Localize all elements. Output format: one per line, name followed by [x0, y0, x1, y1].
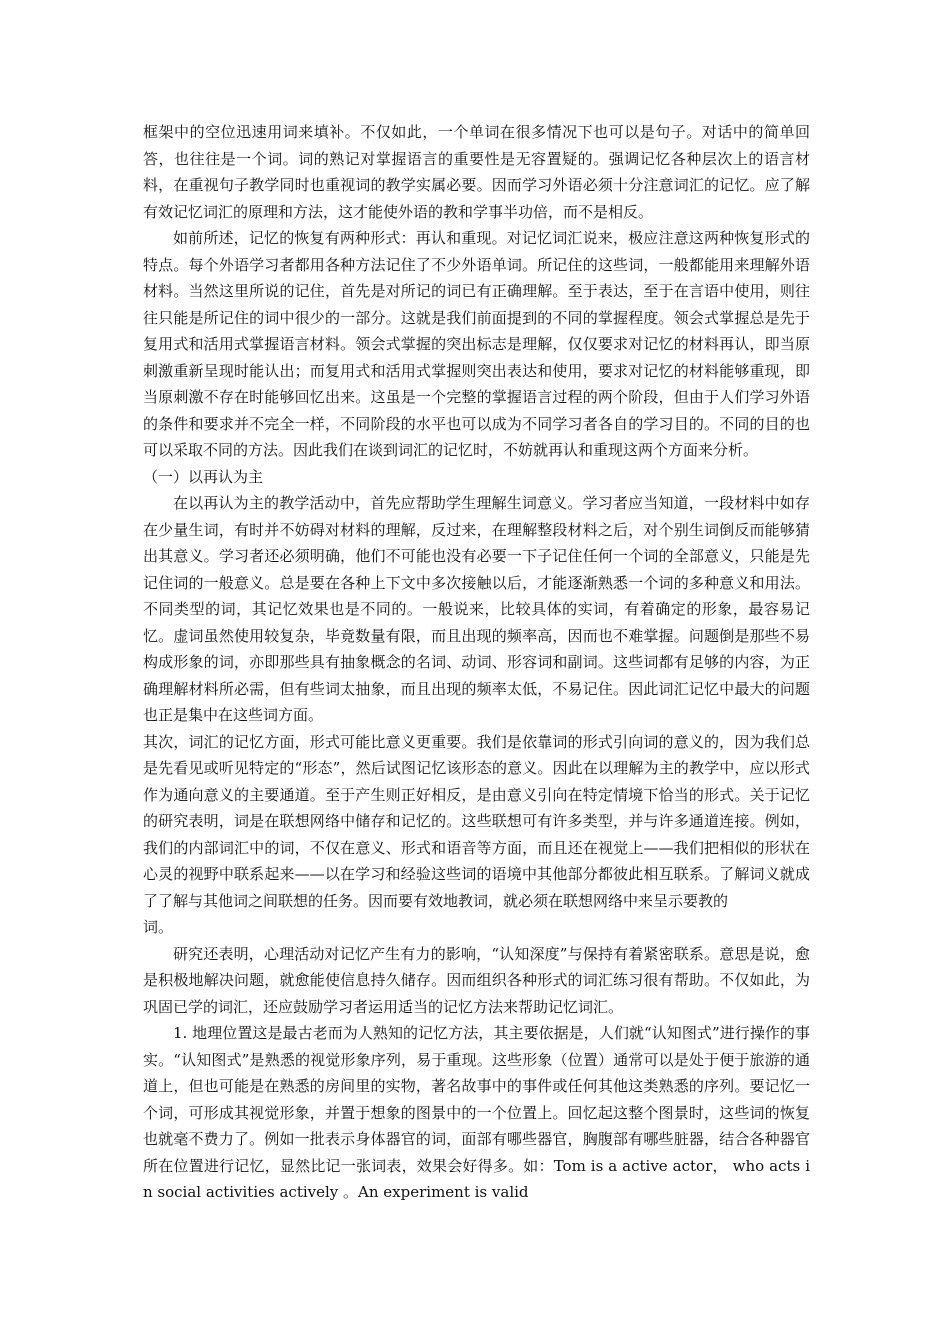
document-body [143, 119, 810, 1206]
paragraph-4: 其次，词汇的记忆方面，形式可能比意义更重要。我们是依靠词的形式引向词的意义的，因为我们总是先看见或听见特定的“形态”，然后试图记忆该形态的意义。因此在以理解为主的教学中，应以形式作为通向意义的主要通道。至于产生则正好相反，是由意义引向在特定情境下恰当的形式。关于记忆的研究表明，词是在联想网络中储存和记忆的。这些联想可有许多类型，并与许多通道连接。例如，我们的内部词汇中的词，不仅在意义、形式和语音等方面，而且还在视觉上——我们把相似的形状在心灵的视野中联系起来——以在学习和经验这些词的语境中其他部分都彼此相互联系。了解词义就成了了解与其他词之间联想的任务。因而要有效地教词，就必须在联想网络中来呈示要教的 [143, 732, 810, 910]
section-heading: （一）以再认为主 [143, 467, 264, 486]
paragraph-3: 在以再认为主的教学活动中，首先应帮助学生理解生词意义。学习者应当知道，一段材料中如存在少量生词，有时并不妨碍对材料的理解，反过来，在理解整段材料之后，对个别生词倒反而能够猜出其意义。学习者还必须明确，他们不可能也没有必要一下子记住任何一个词的全部意义，只能是先记住词的一般意义。总是要在各种上下文中多次接触以后，才能逐渐熟悉一个词的多种意义和用法。不同类型的词，其记忆效果也是不同的。一般说来，比较具体的实词，有着确定的形象，最容易记忆。虚词虽然使用较复杂，毕竟数量有限，而且出现的频率高，因而也不难掌握。问题倒是那些不易构成形象的词，亦即那些具有抽象概念的名词、动词、形容词和副词。这些词都有足够的内容，为正确理解材料所必需，但有些词太抽象，而且出现的频率太低，不易记住。因此词汇记忆中最大的问题也正是集中在这些词方面。 [143, 494, 810, 724]
paragraph-6: 1. 地理位置这是最古老而为人熟知的记忆方法，其主要依据是，人们就“认知图式”进行操作的事实。“认知图式”是熟悉的视觉形象序列，易于重现。这些形象（位置）通常可以是处于便于旅游的通道上，但也可能是在熟悉的房间里的实物，著名故事中的事件或任何其他这类熟悉的序列。要记忆一个词，可形成其视觉形象，并置于想象的图景中的一个位置上。回忆起这整个图景时，这些词的恢复也就毫不费力了。例如一批表示身体器官的词，面部有哪些器官，胸腹部有哪些脏器，结合各种器官所在位置进行记忆，显然比记一张词表，效果会好得多。如：Tom is a active actor， who acts in social activities actively 。An experiment is valid [143, 1024, 810, 1201]
paragraph-2: 如前所述，记忆的恢复有两种形式：再认和重现。对记忆词汇说来，极应注意这两种恢复形式的特点。每个外语学习者都用各种方法记住了不少外语单词。所记住的这些词，一般都能用来理解外语材料。当然这里所说的记住，首先是对所记的词已有正确理解。至于表达，至于在言语中使用，则往往只能是所记住的词中很少的一部分。这就是我们前面提到的不同的掌握程度。领会式掌握总是先于复用式和活用式掌握语言材料。领会式掌握的突出标志是理解，仅仅要求对记忆的材料再认，即当原刺激重新呈现时能认出；而复用式和活用式掌握则突出表达和使用，要求对记忆的材料能够重现，即当原刺激不存在时能够回忆出来。这虽是一个完整的掌握语言过程的两个阶段，但由于人们学习外语的条件和要求并不完全一样，不同阶段的水平也可以成为不同学习者各自的学习目的。不同的目的也可以采取不同的方法。因此我们在谈到词汇的记忆时，不妨就再认和重现这两个方面来分析。 [143, 229, 810, 459]
paragraph-4-continuation: 词。 [143, 918, 174, 936]
paragraph-5: 研究还表明，心理活动对记忆产生有力的影响，“认知深度”与保持有着紧密联系。意思是说，愈是积极地解决问题，就愈能使信息持久储存。因而组织各种形式的词汇练习很有帮助。不仅如此，为巩固已学的词汇，还应鼓励学习者运用适当的记忆方法来帮助记忆词汇。 [143, 944, 810, 1016]
paragraph-1: 框架中的空位迅速用词来填补。不仅如此，一个单词在很多情况下也可以是句子。对话中的简单回答，也往往是一个词。词的熟记对掌握语言的重要性是无容置疑的。强调记忆各种层次上的语言材料，在重视句子教学同时也重视词的教学实属必要。因而学习外语必须十分注意词汇的记忆。应了解有效记忆词汇的原理和方法，这才能使外语的教和学事半功倍，而不是相反。 [143, 123, 810, 221]
